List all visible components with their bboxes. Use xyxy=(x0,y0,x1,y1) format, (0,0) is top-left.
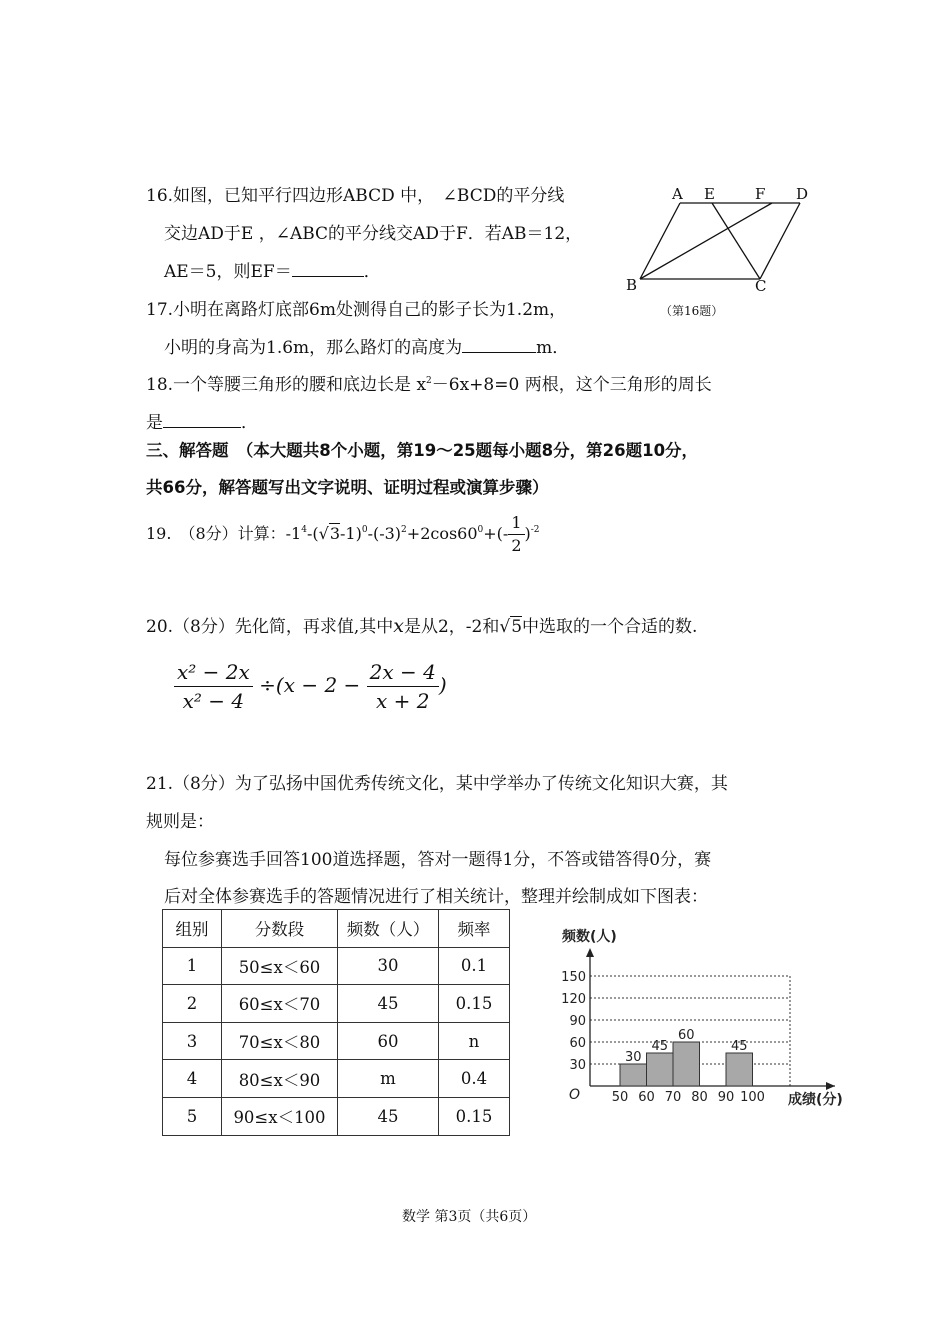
q19-text: 19. （8分）计算：-1 xyxy=(146,524,302,543)
table-cell: 45 xyxy=(338,985,439,1023)
chart-xlabel: 成绩(分) xyxy=(788,1092,843,1108)
q20-text-2: 是从2，-2和 xyxy=(403,617,500,637)
bar-value-label: 60 xyxy=(677,1028,695,1043)
chart-ylabel: 频数(人) xyxy=(562,929,617,945)
q20-frac2 xyxy=(367,658,439,715)
table-row xyxy=(163,1022,510,1060)
table-cell: m xyxy=(338,1060,439,1098)
q21-line3: 每位参赛选手回答100道选择题，答对一题得1分，不答或错答得0分，赛 xyxy=(164,850,712,870)
q19-sqrt-arg: 3 xyxy=(329,524,340,543)
q20-frac1-num: x² − 2x xyxy=(174,658,253,687)
table-cell: n xyxy=(439,1022,510,1060)
q20-text: 20.（8分）先化简，再求值,其中 xyxy=(146,617,394,637)
q16-text-end: ． xyxy=(363,262,381,282)
y-tick-label: 30 xyxy=(569,1058,586,1073)
q19-expression xyxy=(146,512,540,557)
label-f: F xyxy=(755,185,766,203)
q16-line3 xyxy=(164,257,381,282)
q18-text-end: ． xyxy=(241,413,258,433)
page-footer: 数学 第3页（共6页） xyxy=(402,1209,537,1225)
q19-part1: -( xyxy=(306,524,319,543)
table-row xyxy=(163,1097,510,1135)
bar-value-label: 45 xyxy=(730,1039,748,1054)
q16-answer-blank xyxy=(292,260,364,277)
x-tick-label: 60 xyxy=(638,1090,655,1105)
bar-value-label: 45 xyxy=(651,1039,669,1054)
q19-part5: +(- xyxy=(483,524,509,543)
label-c: C xyxy=(755,277,767,295)
q17-line2 xyxy=(164,333,569,358)
table-cell: 90≤x＜100 xyxy=(222,1097,338,1135)
table-header: 分数段 xyxy=(222,910,338,948)
table-cell: 80≤x＜90 xyxy=(222,1060,338,1098)
q21-line4: 后对全体参赛选手的答题情况进行了相关统计，整理并绘制成如下图表： xyxy=(164,887,708,907)
q16-line1: 16.如图，已知平行四边形ABCD 中， ∠BCD的平分线 xyxy=(146,186,565,206)
x-tick-label: 70 xyxy=(664,1090,682,1105)
table-cell: 60 xyxy=(338,1022,439,1060)
q19-exp-0: 0 xyxy=(361,525,368,535)
q18-text-3: 是 xyxy=(146,413,163,433)
q20-frac1 xyxy=(174,658,253,715)
q20-paren-close: ) xyxy=(438,673,447,697)
table-header: 组别 xyxy=(163,910,222,948)
table-header-row xyxy=(163,910,510,948)
table-cell: 60≤x＜70 xyxy=(222,985,338,1023)
q18-line1 xyxy=(146,370,712,395)
table-cell: 0.1 xyxy=(439,947,510,985)
q17-text-end: m． xyxy=(536,338,570,358)
table-header: 频数（人） xyxy=(338,910,439,948)
q16-line2: 交边AD于E ，∠ABC的平分线交AD于F．若AB＝12， xyxy=(164,224,583,244)
x-tick-label: 80 xyxy=(691,1090,708,1105)
section3-heading-line1: 三、解答题 （本大题共8个小题，第19～25题每小题8分，第26题10分， xyxy=(146,441,699,460)
table-cell: 4 xyxy=(163,1060,222,1098)
q20-divide-op: ÷ xyxy=(259,673,276,697)
q19-degree: 0 xyxy=(477,525,484,535)
q18-text-2: －6x+8=0 两根，这个三角形的周长 xyxy=(431,375,712,395)
figure-caption: （第16题） xyxy=(660,304,724,318)
q19-exp-neg2: -2 xyxy=(530,525,540,535)
q20-line1 xyxy=(146,612,697,637)
q20-paren-open: (x − 2 − xyxy=(275,673,361,697)
table-header: 频率 xyxy=(439,910,510,948)
table-cell: 70≤x＜80 xyxy=(222,1022,338,1060)
histogram-bar xyxy=(726,1053,753,1086)
sqrt-icon: √ xyxy=(318,524,329,543)
table-cell: 2 xyxy=(163,985,222,1023)
q19-part3: -(-3) xyxy=(367,524,402,543)
q19-frac-num: 1 xyxy=(508,512,524,535)
table-cell: 50≤x＜60 xyxy=(222,947,338,985)
sqrt-icon: √ xyxy=(499,617,511,637)
histogram-bar xyxy=(620,1064,647,1086)
label-e: E xyxy=(704,185,715,203)
y-tick-label: 90 xyxy=(569,1014,586,1029)
score-table xyxy=(162,909,510,1136)
q16-parallelogram-figure xyxy=(620,180,820,325)
label-b: B xyxy=(626,276,638,294)
q19-fraction xyxy=(508,512,524,557)
q19-exp-4: 4 xyxy=(301,525,307,535)
q19-part4: +2cos60 xyxy=(406,524,478,543)
q18-text: 18.一个等腰三角形的腰和底边长是 x xyxy=(146,375,427,395)
table-cell: 45 xyxy=(338,1097,439,1135)
table-cell: 0.15 xyxy=(439,1097,510,1135)
q20-frac2-den: x + 2 xyxy=(376,689,430,713)
side-dc xyxy=(760,203,800,279)
q19-exp-2: 2 xyxy=(401,525,407,535)
table-row xyxy=(163,1060,510,1098)
q19-part6: ) xyxy=(524,524,531,543)
q21-line1: 21.（8分）为了弘扬中国优秀传统文化，某中学举办了传统文化知识大赛，其 xyxy=(146,774,728,794)
q18-line2 xyxy=(146,408,258,433)
q19-frac-den: 2 xyxy=(511,536,522,555)
q18-exponent: 2 xyxy=(426,376,432,386)
y-tick-label: 150 xyxy=(561,970,586,985)
q20-frac1-den: x² − 4 xyxy=(182,689,245,713)
bar-value-label: 30 xyxy=(624,1050,642,1065)
q17-line1: 17.小明在离路灯底部6m处测得自己的影子长为1.2m， xyxy=(146,300,567,320)
table-row xyxy=(163,985,510,1023)
table-cell: 3 xyxy=(163,1022,222,1060)
q17-text: 小明的身高为1.6m，那么路灯的高度为 xyxy=(164,338,463,358)
q19-part2: -1) xyxy=(340,524,362,543)
x-tick-label: 100 xyxy=(740,1090,765,1105)
y-tick-label: 60 xyxy=(569,1036,586,1051)
label-d: D xyxy=(796,185,809,203)
q20-sqrt-arg: 5 xyxy=(511,617,523,637)
table-cell: 5 xyxy=(163,1097,222,1135)
x-axis-arrow-icon xyxy=(826,1082,835,1090)
histogram-bar xyxy=(647,1053,674,1086)
q20-frac2-num: 2x − 4 xyxy=(367,658,439,687)
histogram-bar xyxy=(673,1042,700,1086)
table-cell: 1 xyxy=(163,947,222,985)
frequency-histogram xyxy=(545,918,850,1118)
q16-text: AE＝5，则EF＝ xyxy=(164,262,292,282)
table-cell: 30 xyxy=(338,947,439,985)
section3-heading-line2: 共66分，解答题写出文字说明、证明过程或演算步骤） xyxy=(146,478,549,497)
q20-text-3: 中选取的一个合适的数. xyxy=(522,617,698,637)
q18-answer-blank xyxy=(163,411,241,428)
table-cell: 0.4 xyxy=(439,1060,510,1098)
chart-origin: O xyxy=(569,1087,581,1103)
label-a: A xyxy=(672,185,683,203)
x-tick-label: 90 xyxy=(717,1090,735,1105)
y-tick-label: 120 xyxy=(561,992,586,1007)
x-tick-label: 50 xyxy=(611,1090,629,1105)
q20-expression xyxy=(174,658,447,715)
q20-variable: x xyxy=(393,615,404,637)
q21-line2: 规则是： xyxy=(146,812,214,832)
table-cell: 0.15 xyxy=(439,985,510,1023)
y-axis-arrow-icon xyxy=(586,948,594,957)
table-row xyxy=(163,947,510,985)
q17-answer-blank xyxy=(462,336,536,353)
